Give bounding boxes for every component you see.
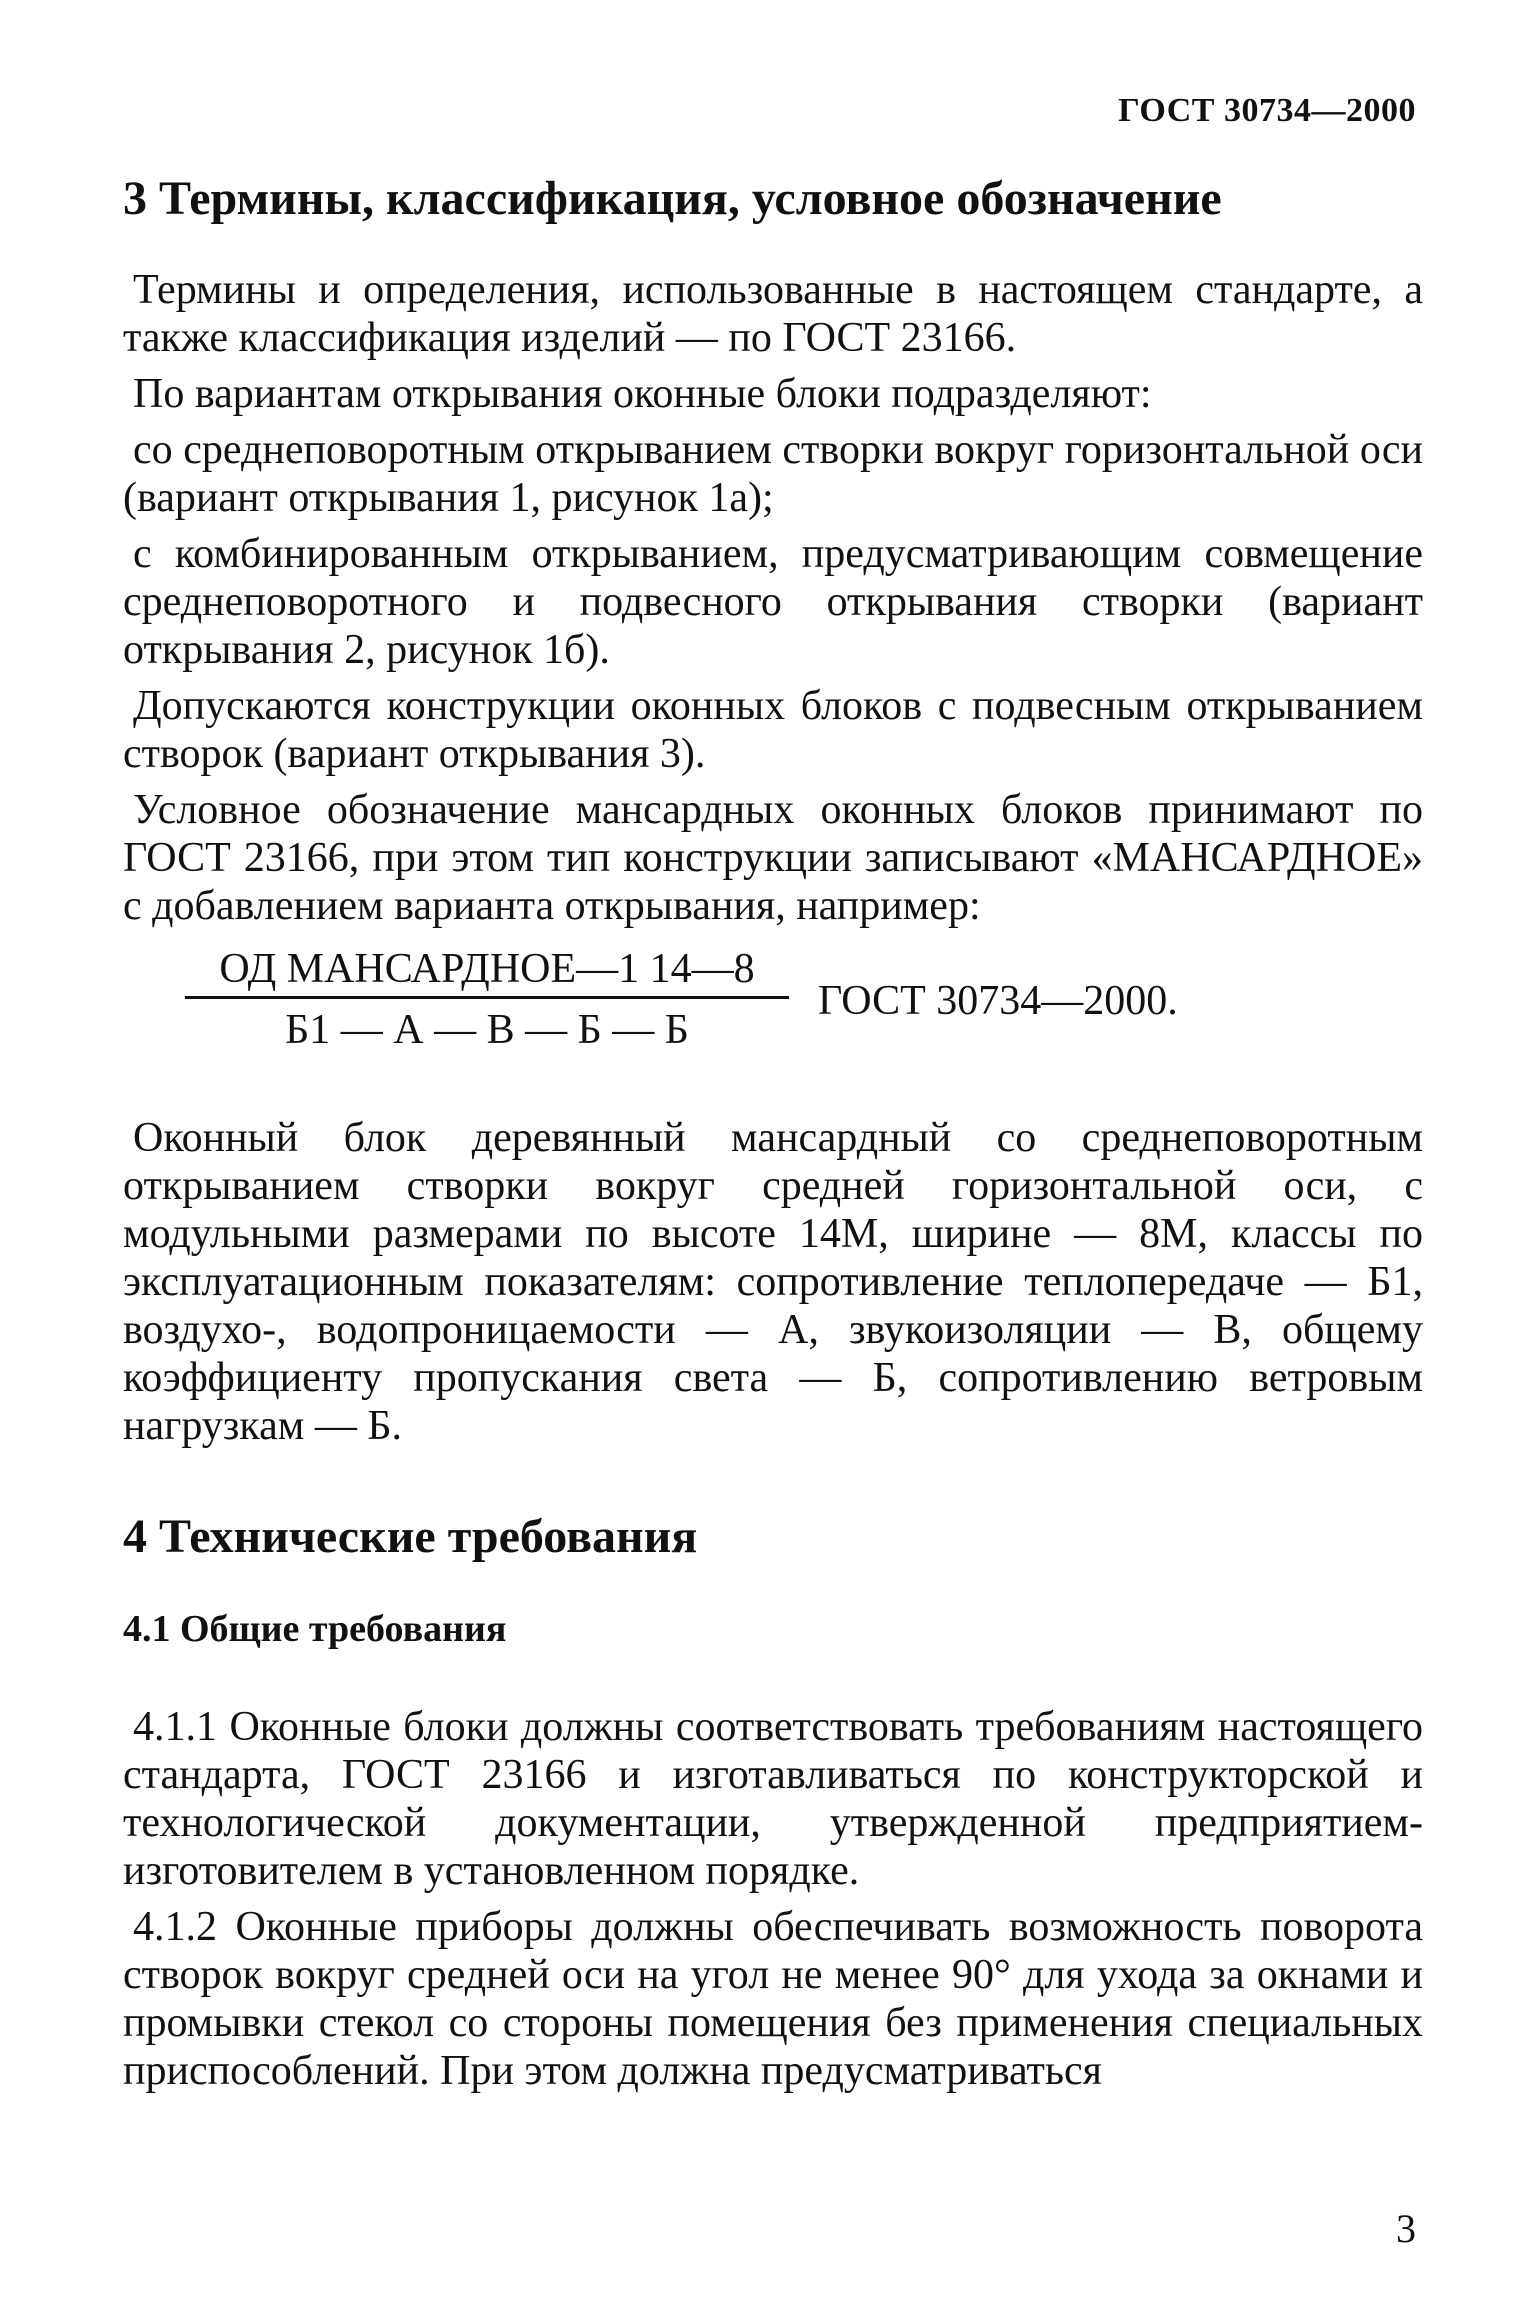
formula-numerator: ОД МАНСАРДНОЕ—1 14—8 [219, 945, 755, 992]
paragraph-terms: Термины и определения, использованные в настоящем стандарте, а также классификация изделий — по ГОСТ 23166. [123, 266, 1423, 361]
paragraph-variant-1: со среднеповоротным открыванием створки вокруг горизонтальной оси (вариант открывания 1, рисунок 1а); [123, 426, 1423, 521]
designation-formula [123, 944, 1423, 1094]
paragraph-variant-3: Допускаются конструкции оконных блоков с подвесным открыванием створок (вариант открывания 3). [123, 682, 1423, 777]
paragraph-explanation: Оконный блок деревянный мансардный со среднеповоротным открыванием створки вокруг средней горизонтальной оси, с модульными размерами по высоте 14М, ширине — 8М, классы по эксплуатационным показателям: сопротивление теплопередаче — Б1, воздухо-, водопроницаемости — А, звукоизоляции — В, общему коэффициенту пропускания света — Б, сопротивлению ветровым нагрузкам — Б. [123, 1114, 1423, 1449]
paragraph-variants-intro: По вариантам открывания оконные блоки подразделяют: [133, 370, 1152, 417]
formula-denominator: Б1 — А — В — Б — Б [285, 1006, 689, 1053]
section-4-title: 4 Технические требования [123, 1509, 698, 1563]
formula-standard: ГОСТ 30734—2000. [818, 977, 1178, 1024]
subsection-4-1-title: 4.1 Общие требования [123, 1608, 507, 1651]
paragraph-variant-2: с комбинированным открыванием, предусматривающим совмещение среднеповоротного и подвесного открывания створки (вариант открывания 2, рисунок 1б). [123, 530, 1423, 673]
section-3-title: 3 Термины, классификация, условное обозначение [123, 172, 1222, 225]
standard-code-header: ГОСТ 30734—2000 [1118, 92, 1416, 129]
paragraph-4-1-2: 4.1.2 Оконные приборы должны обеспечивать возможность поворота створок вокруг средней оси на угол не менее 90° для ухода за окнами и промывки стекол со стороны помещения без применения специальных приспособлений. При этом должна предусматриваться [123, 1903, 1423, 2094]
fraction-bar [185, 996, 789, 999]
formula-fraction [185, 944, 789, 1055]
paragraph-designation: Условное обозначение мансардных оконных блоков принимают по ГОСТ 23166, при этом тип конструкции записывают «МАНСАРДНОЕ» с добавлением варианта открывания, например: [123, 786, 1423, 929]
page-number: 3 [1396, 2206, 1416, 2251]
paragraph-4-1-1: 4.1.1 Оконные блоки должны соответствовать требованиям настоящего стандарта, ГОСТ 23166 и изготавливаться по конструкторской и технологической документации, утвержденной предприятием-изготовителем в установленном порядке. [123, 1703, 1423, 1894]
page-content [123, 170, 1423, 2103]
